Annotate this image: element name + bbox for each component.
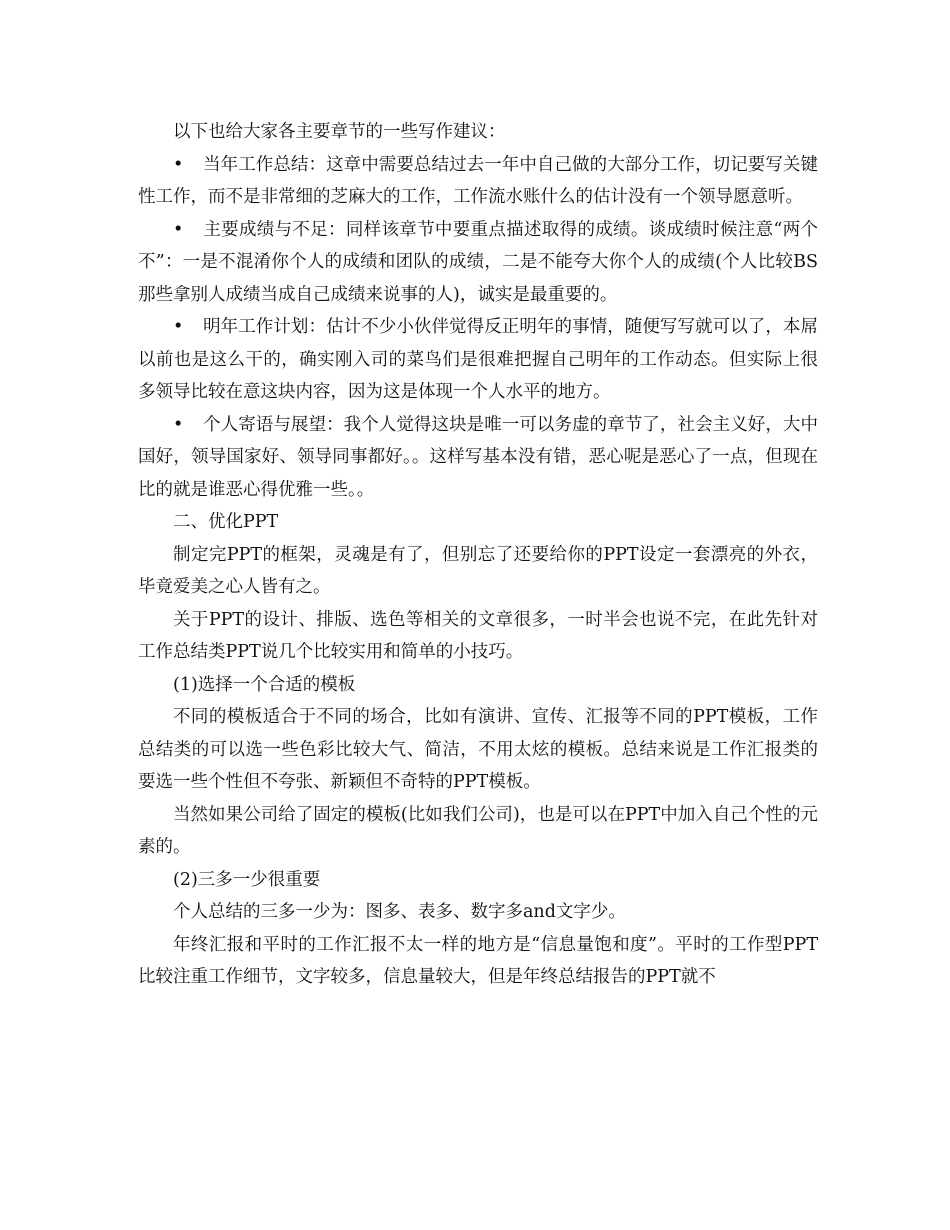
paragraph: 年终汇报和平时的工作汇报不太一样的地方是“信息量饱和度”。平时的工作型PPT比较注重工作细节，文字较多，信息量较大，但是年终总结报告的PPT就不 <box>138 934 818 987</box>
bullet-icon: • <box>173 414 184 435</box>
paragraph: 个人总结的三多一少为：图多、表多、数字多and文字少。 <box>173 902 626 922</box>
section-heading: 二、优化PPT <box>173 512 279 532</box>
bullet-icon: • <box>173 219 184 240</box>
subsection-heading: (2)三多一少很重要 <box>173 869 321 890</box>
paragraph: 关于PPT的设计、排版、选色等相关的文章很多，一时半会也说不完，在此先针对工作总结类PPT说几个比较实用和简单的小技巧。 <box>138 609 818 662</box>
bullet-icon: • <box>173 154 184 175</box>
bullet-text: 明年工作计划：估计不少小伙伴觉得反正明年的事情，随便写写就可以了，本屌以前也是这么干的，确实刚入司的菜鸟们是很难把握自己明年的工作动态。但实际上很多领导比较在意这块内容，因为这是体现一个人水平的地方。 <box>138 317 818 402</box>
paragraph: 不同的模板适合于不同的场合，比如有演讲、宣传、汇报等不同的PPT模板，工作总结类的可以选一些色彩比较大气、简洁，不用太炫的模板。总结来说是工作汇报类的要选一些个性但不夸张、新颖但不奇特的PPT模板。 <box>138 707 818 792</box>
bullet-paragraph <box>138 409 818 507</box>
bullet-paragraph <box>138 149 818 214</box>
bullet-icon: • <box>173 317 184 337</box>
paragraph: 当然如果公司给了固定的模板(比如我们公司)，也是可以在PPT中加入自己个性的元素的。 <box>138 804 818 857</box>
subsection-heading: (1)选择一个合适的模板 <box>173 674 356 695</box>
paragraph: 制定完PPT的框架，灵魂是有了，但别忘了还要给你的PPT设定一套漂亮的外衣，毕竟爱美之心人皆有之。 <box>138 544 818 597</box>
bullet-paragraph <box>138 311 818 409</box>
document-body <box>138 116 818 994</box>
bullet-text: 个人寄语与展望：我个人觉得这块是唯一可以务虚的章节了，社会主义好，大中国好，领导国家好、领导同事都好。。这样写基本没有错，恶心呢是恶心了一点，但现在比的就是谁恶心得优雅一些。。 <box>138 414 818 500</box>
bullet-paragraph <box>138 214 818 312</box>
bullet-text: 当年工作总结：这章中需要总结过去一年中自己做的大部分工作，切记要写关键性工作，而不是非常细的芝麻大的工作，工作流水账什么的估计没有一个领导愿意听。 <box>138 154 818 207</box>
bullet-text: 主要成绩与不足：同样该章节中要重点描述取得的成绩。谈成绩时候注意“两个不”：一是不混淆你个人的成绩和团队的成绩，二是不能夸大你个人的成绩(个人比较BS那些拿别人成绩当成自己成绩来说事的人)，诚实是最重要的。 <box>138 219 818 305</box>
paragraph-intro: 以下也给大家各主要章节的一些写作建议： <box>173 122 506 142</box>
